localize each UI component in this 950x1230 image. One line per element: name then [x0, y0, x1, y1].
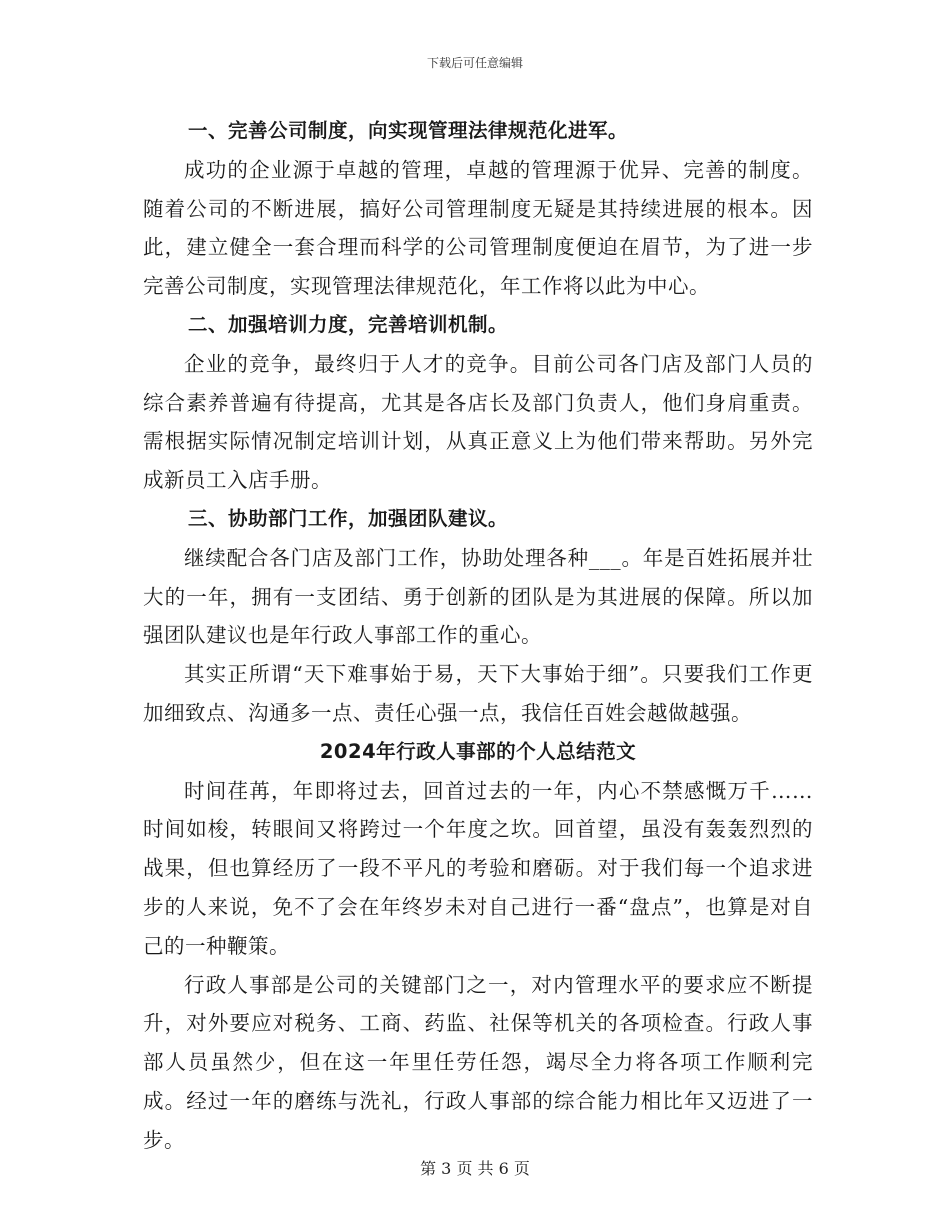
section-paragraph-1: 成功的企业源于卓越的管理，卓越的管理源于优异、完善的制度。随着公司的不断进展，搞好公司管理制度无疑是其持续进展的根本。因此，建立健全一套合理而科学的公司管理制度便迫在眉节，为了进一步完善公司制度，实现管理法律规范化，年工作将以此为中心。	[143, 157, 813, 299]
section-paragraph-3: 继续配合各门店及部门工作，协助处理各种___。年是百姓拓展并壮大的一年，拥有一支团结、勇于创新的团队是为其进展的保障。所以加强团队建议也是年行政人事部工作的重心。	[143, 545, 813, 648]
section-paragraph-2: 企业的竞争，最终归于人才的竞争。目前公司各门店及部门人员的综合素养普遍有待提高，尤其是各店长及部门负责人，他们身肩重责。需根据实际情况制定培训计划，从真正意义上为他们带来帮助。另外完成新员工入店手册。	[143, 351, 813, 493]
article-paragraph-2: 行政人事部是公司的关键部门之一，对内管理水平的要求应不断提升，对外要应对税务、工商、药监、社保等机关的各项检查。行政人事部人员虽然少，但在这一年里任劳任怨，竭尽全力将各项工作顺利完成。经过一年的磨练与洗礼，行政人事部的综合能力相比年又迈进了一步。	[143, 972, 813, 1152]
header-note: 下载后可任意编辑	[426, 56, 523, 70]
section-heading-3: 三、协助部门工作，加强团队建议。	[188, 506, 509, 530]
page-indicator: 第 3 页 共 6 页	[420, 1159, 530, 1178]
closing-paragraph: 其实正所谓“天下难事始于易，天下大事始于细”。只要我们工作更加细致点、沟通多一点、责任心强一点，我信任百姓会越做越强。	[143, 662, 813, 725]
section-heading-1: 一、完善公司制度，向实现管理法律规范化进军。	[188, 119, 629, 142]
document-body	[143, 112, 813, 1160]
article-paragraph-1: 时间荏苒，年即将过去，回首过去的一年，内心不禁感慨万千……时间如梭，转眼间又将跨过一个年度之坎。回首望，虽没有轰轰烈烈的战果，但也算经历了一段不平凡的考验和磨砺。对于我们每一个追求进步的人来说，免不了会在年终岁未对自己进行一番“盘点”，也算是对自己的一种鞭策。	[143, 778, 813, 958]
section-heading-2: 二、加强培训力度，完善培训机制。	[188, 312, 509, 336]
article-title: 2024年行政人事部的个人总结范文	[319, 739, 637, 763]
